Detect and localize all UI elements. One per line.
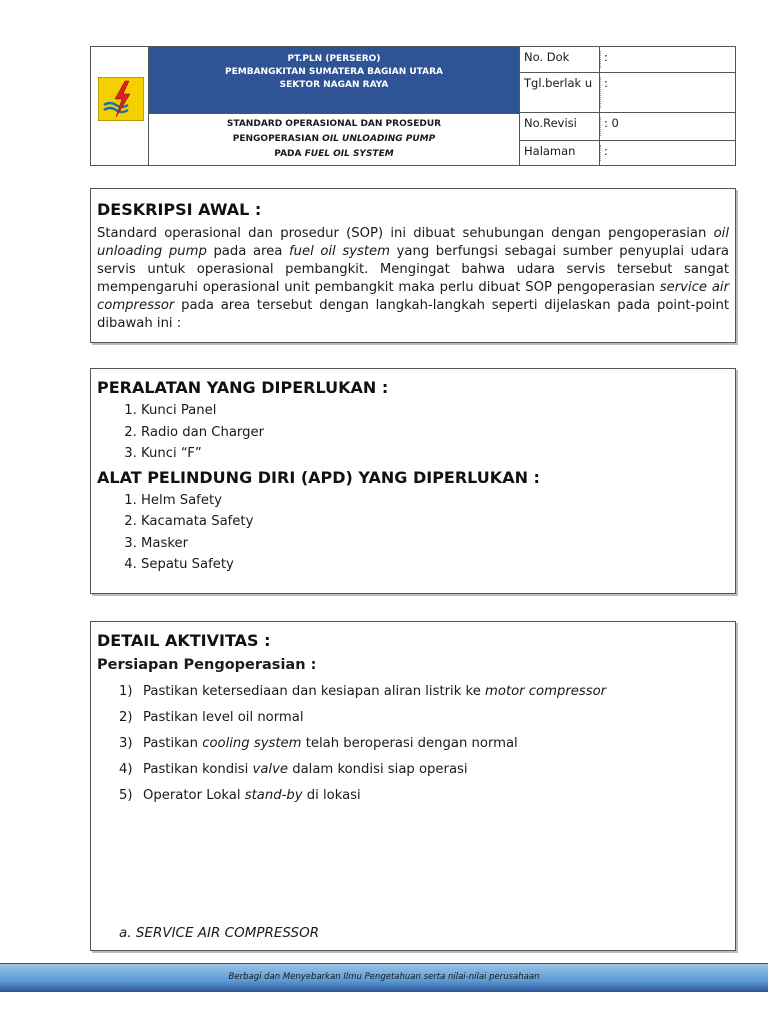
meta-value-text: : 0 (604, 116, 619, 130)
logo-cell (91, 47, 149, 165)
list-item: 1. Helm Safety (141, 490, 729, 512)
company-line: PT.PLN (PERSERO) (287, 54, 381, 64)
description-paragraph (97, 225, 729, 333)
text: yang berfungsi sebagai sumber penyuplai udara servis untuk operasional pembangkit. Mengingat bahwa udara servis tersebut sangat mempengaruhi operasional unit pembangkit maka perlu dibuat SOP pengoperasian (97, 244, 729, 295)
title-line: STANDARD OPERASIONAL DAN PROSEDUR (226, 119, 442, 129)
list-item: 2. Radio dan Charger (141, 422, 729, 444)
activity-number: 1) (119, 684, 133, 699)
meta-row-tgl-berlaku (520, 73, 736, 113)
meta-label: Halaman (520, 141, 600, 165)
meta-label: Tgl.berlak u (520, 73, 600, 112)
meta-value-text: : (604, 50, 608, 64)
pln-logo-icon (98, 77, 144, 121)
italic-text: valve (252, 762, 289, 777)
section-heading: ALAT PELINDUNG DIRI (APD) YANG DIPERLUKAN : (97, 467, 540, 487)
peralatan-section (90, 368, 736, 594)
meta-label: No. Dok (520, 47, 600, 72)
italic-text: stand-by (244, 788, 303, 803)
meta-value (600, 141, 736, 165)
activity-number: 2) (119, 710, 133, 725)
text: Operator Lokal (143, 788, 245, 803)
activity-item (97, 705, 729, 731)
italic-text: cooling system (202, 736, 302, 751)
text: Standard operasional dan prosedur (SOP) ini dibuat sehubungan dengan pengoperasian (97, 226, 714, 241)
document-header (90, 46, 736, 166)
document-meta-table (519, 47, 735, 165)
footer-text: Berbagi dan Menyebarkan Ilmu Pengetahuan serta nilai-nilai perusahaan (228, 972, 540, 982)
text: Pastikan kondisi (143, 762, 253, 777)
activity-number: 4) (119, 762, 133, 777)
subsection-a-heading: a. SERVICE AIR COMPRESSOR (119, 925, 320, 941)
title-italic-text: FUEL OIL SYSTEM (304, 149, 394, 159)
activity-number: 5) (119, 788, 133, 803)
subsection-heading: Persiapan Pengoperasian : (97, 657, 317, 673)
meta-row-halaman (520, 141, 736, 165)
activity-list (97, 679, 729, 809)
text: Pastikan (143, 736, 203, 751)
activity-number: 3) (119, 736, 133, 751)
company-line: SEKTOR NAGAN RAYA (279, 80, 389, 90)
meta-value (600, 113, 736, 140)
list-item: 3. Kunci “F” (141, 443, 729, 465)
meta-value (600, 47, 736, 72)
italic-text: service air compressor (97, 280, 729, 313)
equipment-list (97, 400, 729, 465)
company-name-block (149, 47, 519, 114)
text: di lokasi (302, 788, 361, 803)
page-footer (0, 963, 768, 992)
activity-item (97, 757, 729, 783)
text: dalam kondisi siap operasi (288, 762, 468, 777)
italic-text: fuel oil system (288, 244, 390, 259)
text: pada area (206, 244, 289, 259)
section-heading: PERALATAN YANG DIPERLUKAN : (97, 378, 389, 397)
meta-label: No.Revisi (520, 113, 600, 140)
detail-aktivitas-section (90, 621, 736, 951)
meta-value-text: : (604, 144, 608, 158)
list-item: 1. Kunci Panel (141, 400, 729, 422)
title-text: PENGOPERASIAN (232, 134, 323, 144)
list-item: 3. Masker (141, 533, 729, 555)
italic-text: oil unloading pump (97, 226, 729, 259)
apd-list (97, 490, 729, 576)
text: pada area tersebut dengan langkah-langkah seperti dijelaskan pada point-point dibawah ini : (97, 298, 729, 331)
list-item: 4. Sepatu Safety (141, 554, 729, 576)
meta-row-no-revisi (520, 113, 736, 141)
text: telah beroperasi dengan normal (301, 736, 518, 751)
section-heading: DESKRIPSI AWAL : (97, 200, 262, 219)
text: Pastikan level oil normal (143, 710, 304, 725)
company-line: PEMBANGKITAN SUMATERA BAGIAN UTARA (225, 67, 443, 77)
section-heading: DETAIL AKTIVITAS : (97, 631, 271, 650)
activity-item (97, 731, 729, 757)
title-line (149, 132, 519, 147)
italic-text: motor compressor (485, 684, 607, 699)
deskripsi-awal-section (90, 188, 736, 343)
title-italic-text: OIL UNLOADING PUMP (322, 134, 436, 144)
meta-value (600, 73, 736, 112)
list-item: 2. Kacamata Safety (141, 511, 729, 533)
text: Pastikan ketersediaan dan kesiapan aliran listrik ke (143, 684, 486, 699)
title-line (149, 147, 519, 162)
activity-item (97, 679, 729, 705)
meta-row-no-dok (520, 47, 736, 73)
document-title (149, 114, 519, 165)
meta-value-text: : (604, 76, 608, 90)
title-text: PADA (274, 149, 305, 159)
activity-item (97, 783, 729, 809)
